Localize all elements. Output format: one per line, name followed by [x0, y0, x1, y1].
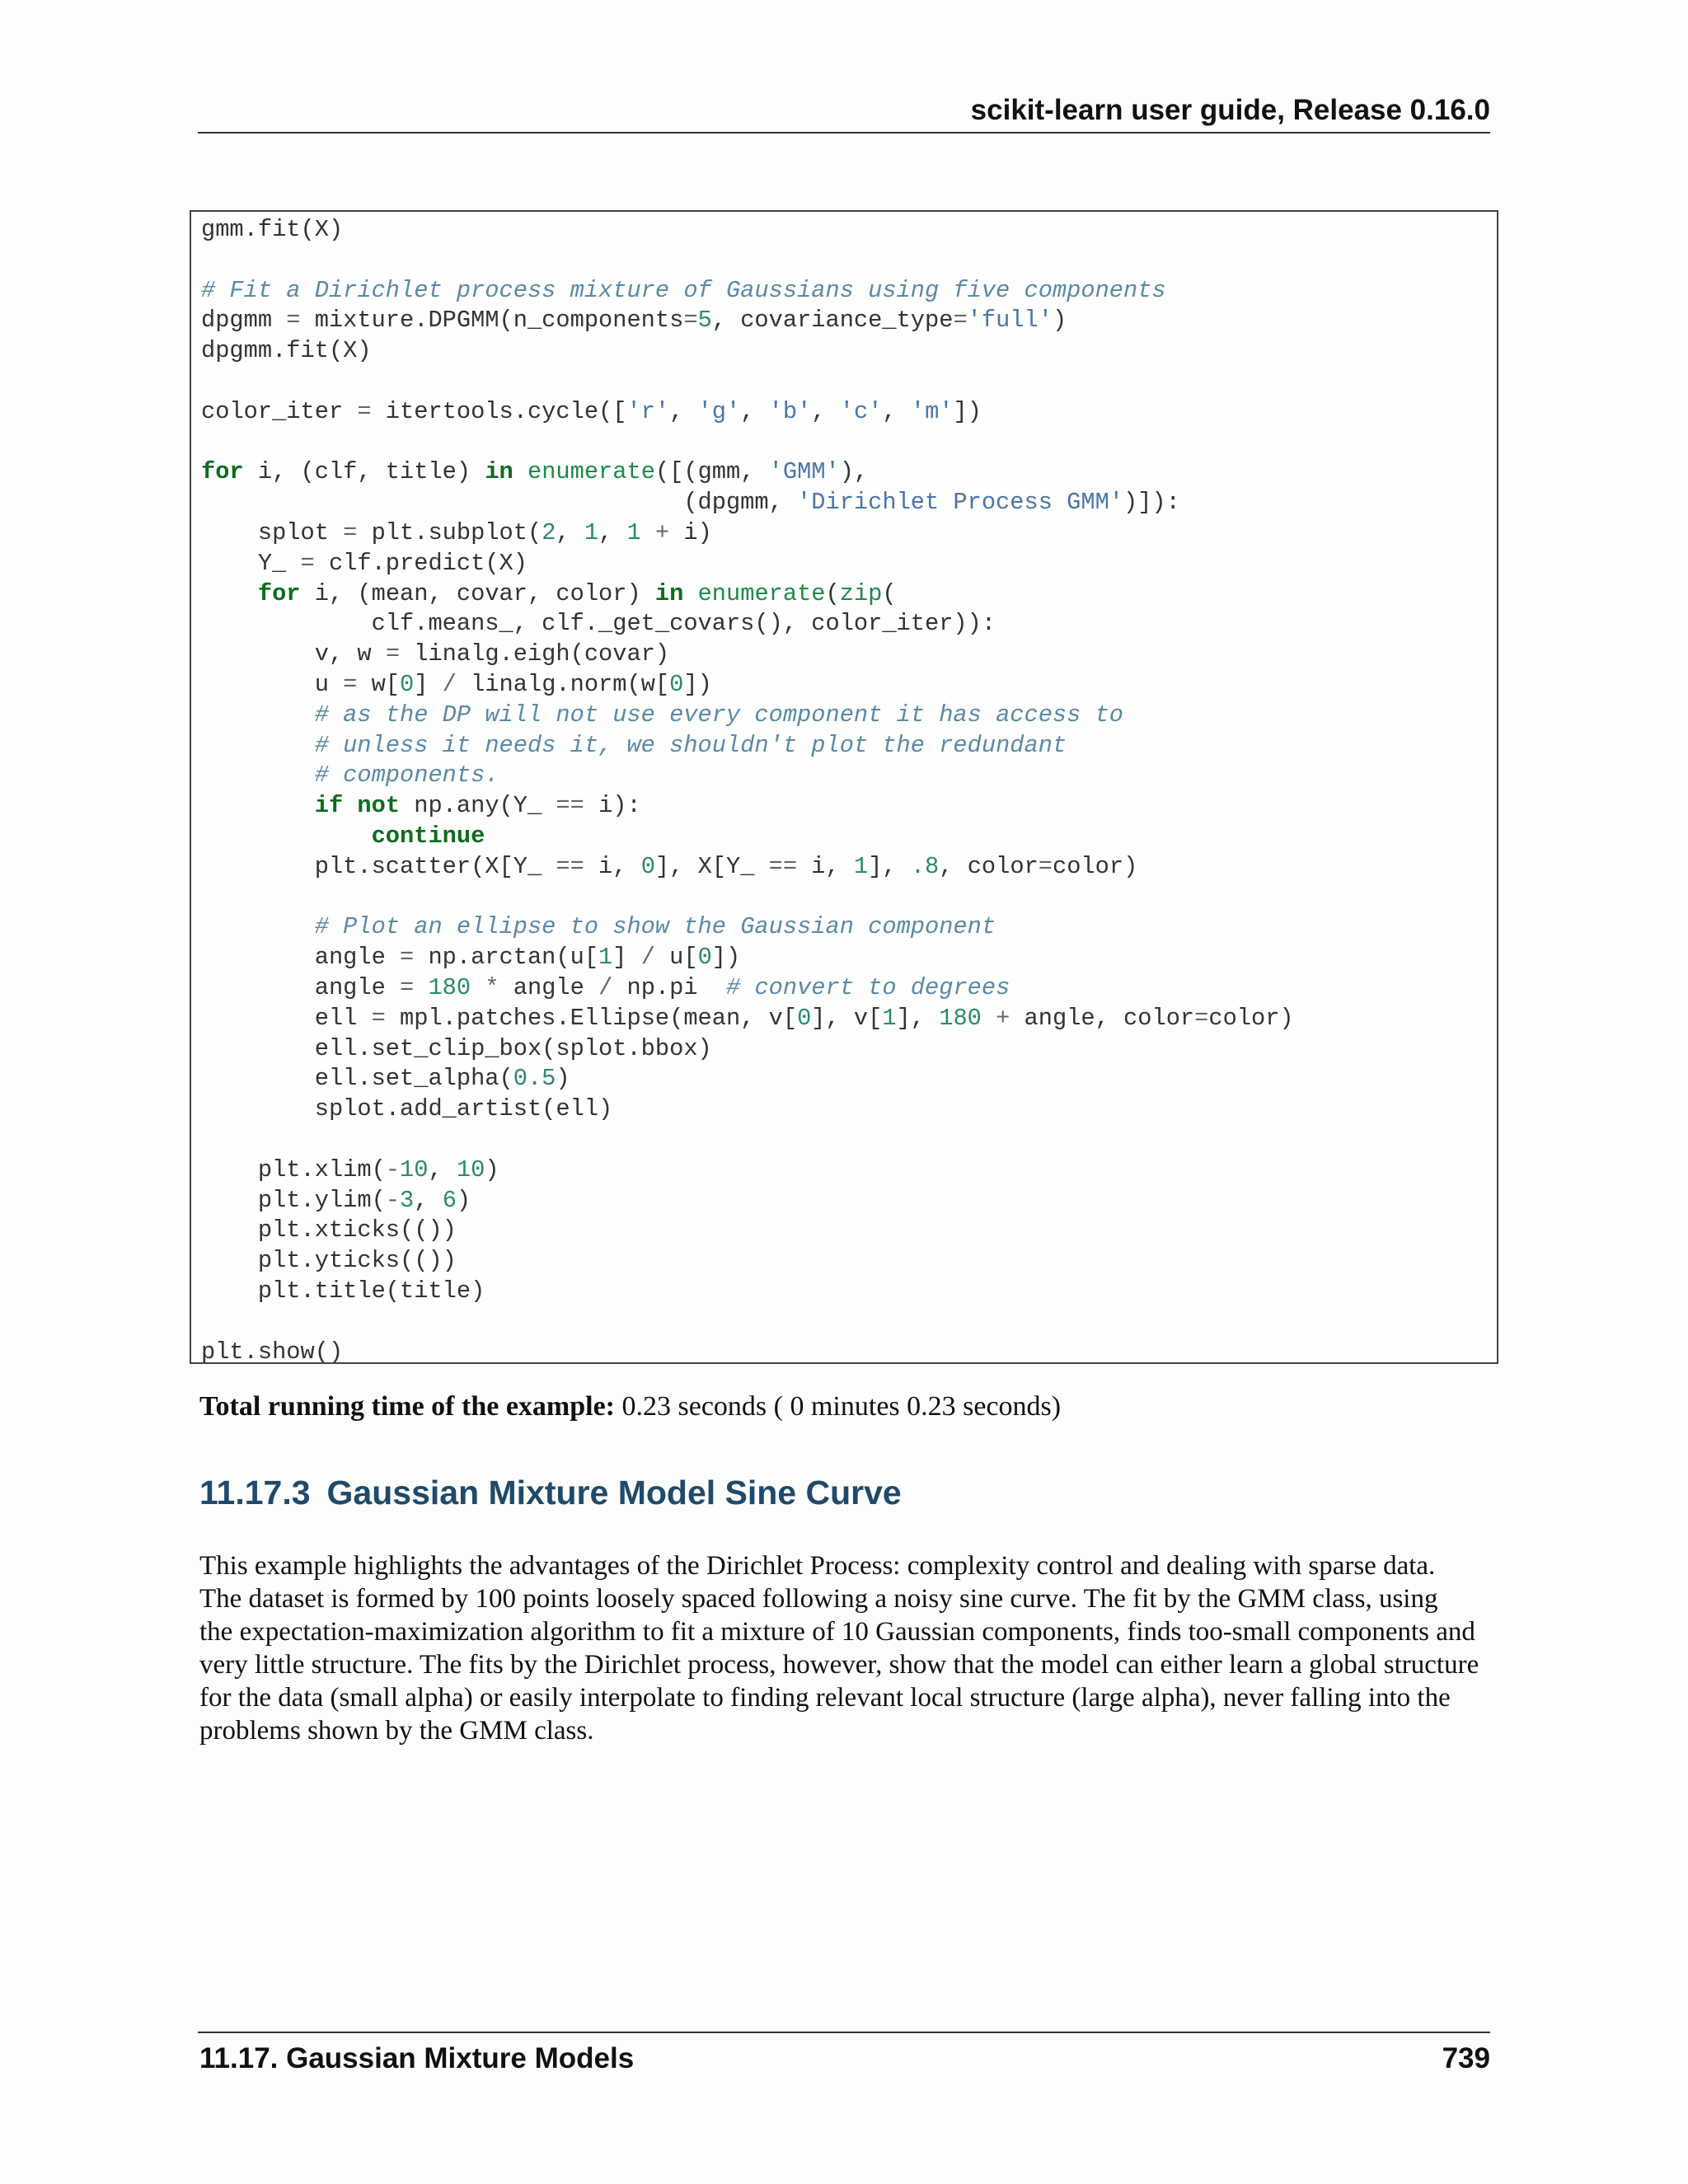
- paragraph-line: for the data (small alpha) or easily interpolate to finding relevant local structure (large alpha), never falling into the: [199, 1683, 1451, 1713]
- code-line: angle = np.arctan(u[1] / u[0]): [201, 944, 741, 972]
- code-line: for i, (clf, title) in enumerate([(gmm, 'GMM'),: [201, 458, 869, 486]
- code-line: ell = mpl.patches.Ellipse(mean, v[0], v[1], 180 + angle, color=color): [201, 1004, 1294, 1032]
- code-line: angle = 180 * angle / np.pi # convert to degrees: [201, 974, 1010, 1001]
- code-line: # components.: [314, 762, 499, 790]
- code-line: (dpgmm, 'Dirichlet Process GMM')]):: [201, 489, 1180, 517]
- code-line: Y_ = clf.predict(X): [201, 549, 528, 577]
- code-line: # unless it needs it, we shouldn't plot the redundant: [314, 731, 1067, 759]
- paragraph-line: This example highlights the advantages of the Dirichlet Process: complexity control and dealing with sparse data.: [199, 1551, 1436, 1581]
- page-number: 739: [1442, 2042, 1490, 2074]
- code-line: for i, (mean, covar, color) in enumerate(zip(: [257, 579, 897, 607]
- code-line: color_iter = itertools.cycle(['r', 'g', 'b', 'c', 'm']): [201, 397, 982, 425]
- page-header: [198, 89, 1490, 134]
- paragraph-line: problems shown by the GMM class.: [199, 1716, 594, 1746]
- section-title: Gaussian Mixture Model Sine Curve: [326, 1474, 902, 1511]
- code-line: plt.scatter(X[Y_ == i, 0], X[Y_ == i, 1], .8, color=color): [201, 852, 1138, 880]
- running-title: scikit-learn user guide, Release 0.16.0: [970, 94, 1490, 126]
- section-heading: [199, 1474, 902, 1512]
- code-line: # Fit a Dirichlet process mixture of Gaussians using five components: [201, 276, 1166, 304]
- code-line: # as the DP will not use every component it has access to: [314, 701, 1124, 729]
- code-line: plt.xticks(()): [201, 1216, 457, 1244]
- code-line: v, w = linalg.eigh(covar): [201, 640, 670, 668]
- code-line: plt.title(title): [201, 1277, 485, 1305]
- code-block: [190, 210, 1498, 1364]
- code-line: clf.means_, clf._get_covars(), color_iter)):: [201, 610, 996, 638]
- running-time-note: [199, 1391, 1061, 1422]
- code-line: ell.set_alpha(0.5): [201, 1065, 570, 1093]
- running-time-label: Total running time of the example:: [199, 1391, 616, 1422]
- section-number: 11.17.3: [199, 1474, 311, 1511]
- code-line: splot.add_artist(ell): [201, 1095, 613, 1123]
- code-line: continue: [371, 823, 485, 850]
- paragraph-line: The dataset is formed by 100 points loosely spaced following a noisy sine curve. The fit by the GMM class, using: [199, 1584, 1438, 1614]
- code-line: dpgmm = mixture.DPGMM(n_components=5, covariance_type='full'): [201, 307, 1067, 335]
- footer-chapter: 11.17. Gaussian Mixture Models: [199, 2042, 635, 2074]
- code-line: plt.xlim(-10, 10): [201, 1155, 499, 1183]
- code-line: splot = plt.subplot(2, 1, 1 + i): [201, 519, 712, 546]
- running-time-value: 0.23 seconds ( 0 minutes 0.23 seconds): [615, 1391, 1062, 1422]
- code-line: ell.set_clip_box(splot.bbox): [201, 1034, 712, 1062]
- code-line: u = w[0] / linalg.norm(w[0]): [201, 671, 712, 698]
- paragraph-line: very little structure. The fits by the Dirichlet process, however, show that the model can either learn a global structure: [199, 1650, 1479, 1680]
- code-line: plt.yticks(()): [201, 1247, 457, 1275]
- code-line: gmm.fit(X): [201, 216, 344, 243]
- code-line: # Plot an ellipse to show the Gaussian component: [314, 913, 996, 941]
- footer-rule: [198, 2032, 1490, 2033]
- body-paragraph: [199, 1549, 1492, 1747]
- code-line: dpgmm.fit(X): [201, 337, 372, 365]
- code-line: plt.show(): [201, 1338, 344, 1364]
- paragraph-line: the expectation-maximization algorithm to fit a mixture of 10 Gaussian components, finds too-small components and: [199, 1617, 1475, 1647]
- code-line: if not np.any(Y_ == i):: [314, 792, 641, 820]
- code-line: plt.ylim(-3, 6): [201, 1186, 471, 1214]
